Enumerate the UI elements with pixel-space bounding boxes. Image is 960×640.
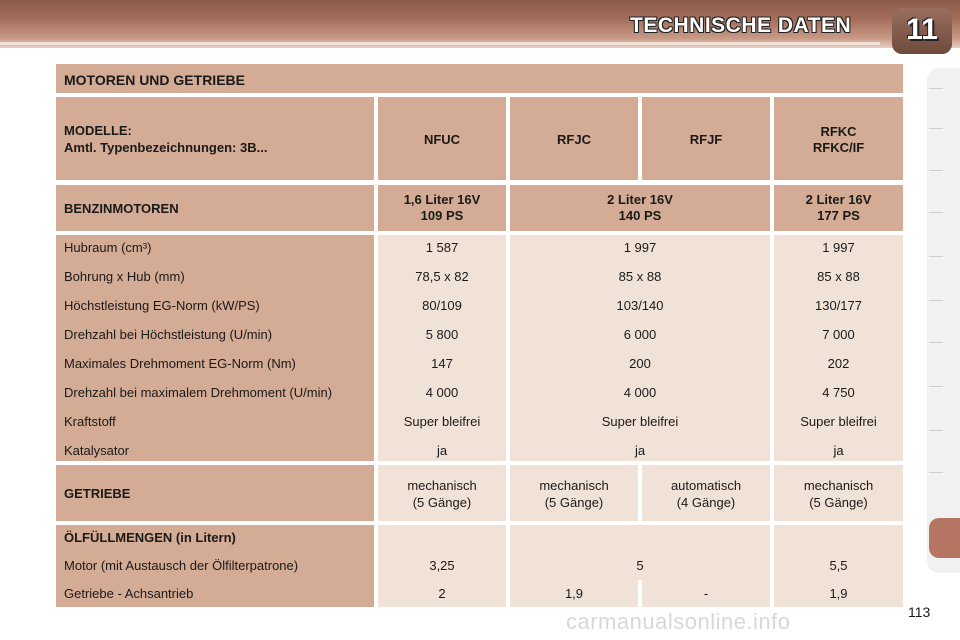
- spec-value: 1 587: [425, 240, 459, 255]
- engine-2: [510, 185, 770, 231]
- active-chapter-tab[interactable]: [929, 518, 960, 558]
- oil-engine-value-3: 5,5: [829, 558, 848, 573]
- oil-engine-value-2: 5: [636, 558, 644, 573]
- spec-value: Super bleifrei: [800, 414, 877, 429]
- spec-value: 1 997: [822, 240, 855, 255]
- gearbox-4-type: mechanisch: [803, 478, 874, 493]
- tab-divider: [929, 300, 943, 301]
- oil-engine-label: Motor (mit Austausch der Ölfilterpatrone): [64, 558, 299, 573]
- tab-divider: [929, 88, 943, 89]
- tab-divider: [929, 256, 943, 257]
- engine-1-power: 109 PS: [420, 208, 464, 223]
- spec-value: 1 997: [623, 240, 657, 255]
- spec-label: Hubraum (cm³): [64, 240, 152, 255]
- model-rfkc: [774, 97, 903, 180]
- chapter-tabs[interactable]: [927, 68, 960, 573]
- gearbox-2: [510, 465, 638, 521]
- spec-value: 130/177: [815, 298, 862, 313]
- models-label: MODELLE:: [64, 123, 132, 138]
- page-number: 113: [908, 604, 931, 620]
- oil-gear-value-3: -: [703, 586, 709, 601]
- model-rfkc-line1: RFKC: [820, 124, 857, 139]
- spec-value: ja: [436, 443, 448, 458]
- chapter-number: 11: [906, 13, 938, 46]
- gearbox-1-type: mechanisch: [407, 478, 477, 493]
- models-type-label: Amtl. Typenbezeichnungen: 3B...: [64, 140, 268, 155]
- spec-value: 5 800: [425, 327, 459, 342]
- oil-gear-value-2: 1,9: [564, 586, 584, 601]
- engine-3-power: 177 PS: [817, 208, 860, 223]
- spec-value: ja: [833, 443, 844, 458]
- spec-value: Super bleifrei: [403, 414, 481, 429]
- spec-label: Drehzahl bei maximalem Drehmoment (U/min): [64, 385, 333, 400]
- spec-value: 85 x 88: [817, 269, 860, 284]
- oil-gear-value-4: 1,9: [829, 586, 848, 601]
- gearbox-label: GETRIEBE: [56, 465, 374, 521]
- model-rfkc-line2: RFKC/IF: [812, 140, 865, 155]
- engine-2-power: 140 PS: [618, 208, 662, 223]
- gearbox-1-gears: (5 Gänge): [412, 495, 472, 510]
- engine-1-size: 1,6 Liter 16V: [403, 192, 481, 207]
- page-title: TECHNISCHE DATEN: [630, 14, 852, 37]
- models-label-cell: [56, 97, 374, 180]
- spec-value: ja: [634, 443, 646, 458]
- spec-label: Höchstleistung EG-Norm (kW/PS): [64, 298, 260, 313]
- tab-divider: [929, 430, 943, 431]
- tab-divider: [929, 342, 943, 343]
- spec-value: 202: [827, 356, 850, 371]
- oil-gear-label: Getriebe - Achsantrieb: [64, 586, 194, 601]
- oil-engine-value-1: 3,25: [429, 558, 455, 573]
- spec-value: 4 000: [425, 385, 459, 400]
- engine-3: [774, 185, 903, 231]
- header-divider: [0, 42, 880, 45]
- gearbox-2-type: mechanisch: [539, 478, 609, 493]
- tab-divider: [929, 212, 943, 213]
- gearbox-3: [642, 465, 770, 521]
- tab-divider: [929, 386, 943, 387]
- gearbox-3-type: automatisch: [670, 478, 742, 493]
- engine-1: [378, 185, 506, 231]
- tab-divider: [929, 128, 943, 129]
- spec-value: 4 750: [822, 385, 855, 400]
- spec-value: Super bleifrei: [601, 414, 679, 429]
- spec-value: 85 x 88: [618, 269, 662, 284]
- engines-label: BENZINMOTOREN: [56, 185, 374, 231]
- gearbox-2-gears: (5 Gänge): [544, 495, 604, 510]
- spec-value: 200: [629, 356, 651, 371]
- tab-divider: [929, 472, 943, 473]
- tab-divider: [929, 170, 943, 171]
- spec-value: 7 000: [822, 327, 855, 342]
- spec-label: Drehzahl bei Höchstleistung (U/min): [64, 327, 273, 342]
- engine-3-size: 2 Liter 16V: [805, 192, 872, 207]
- spec-value: 103/140: [616, 298, 664, 313]
- watermark: carmanualsonline.info: [566, 609, 791, 634]
- model-nfuc: NFUC: [378, 97, 506, 180]
- spec-label: Maximales Drehmoment EG-Norm (Nm): [64, 356, 296, 371]
- spec-label: Katalysator: [64, 443, 130, 458]
- spec-value: 80/109: [422, 298, 462, 313]
- spec-label: Kraftstoff: [64, 414, 116, 429]
- oil-gear-value-1: 2: [438, 586, 446, 601]
- model-rfjf: RFJF: [642, 97, 770, 180]
- oil-title: ÖLFÜLLMENGEN (in Litern): [64, 530, 236, 545]
- spec-value: 147: [431, 356, 453, 371]
- spec-value: 6 000: [623, 327, 657, 342]
- chapter-badge: [892, 8, 952, 54]
- spec-label: Bohrung x Hub (mm): [64, 269, 185, 284]
- spec-value: 4 000: [623, 385, 657, 400]
- model-rfjc: RFJC: [510, 97, 638, 180]
- gearbox-1: [378, 465, 506, 521]
- gearbox-4-gears: (5 Gänge): [809, 495, 868, 510]
- engine-2-size: 2 Liter 16V: [607, 192, 673, 207]
- gearbox-3-gears: (4 Gänge): [676, 495, 736, 510]
- section-title: MOTOREN UND GETRIEBE: [56, 64, 903, 93]
- gearbox-4: [774, 465, 903, 521]
- spec-value: 78,5 x 82: [415, 269, 469, 284]
